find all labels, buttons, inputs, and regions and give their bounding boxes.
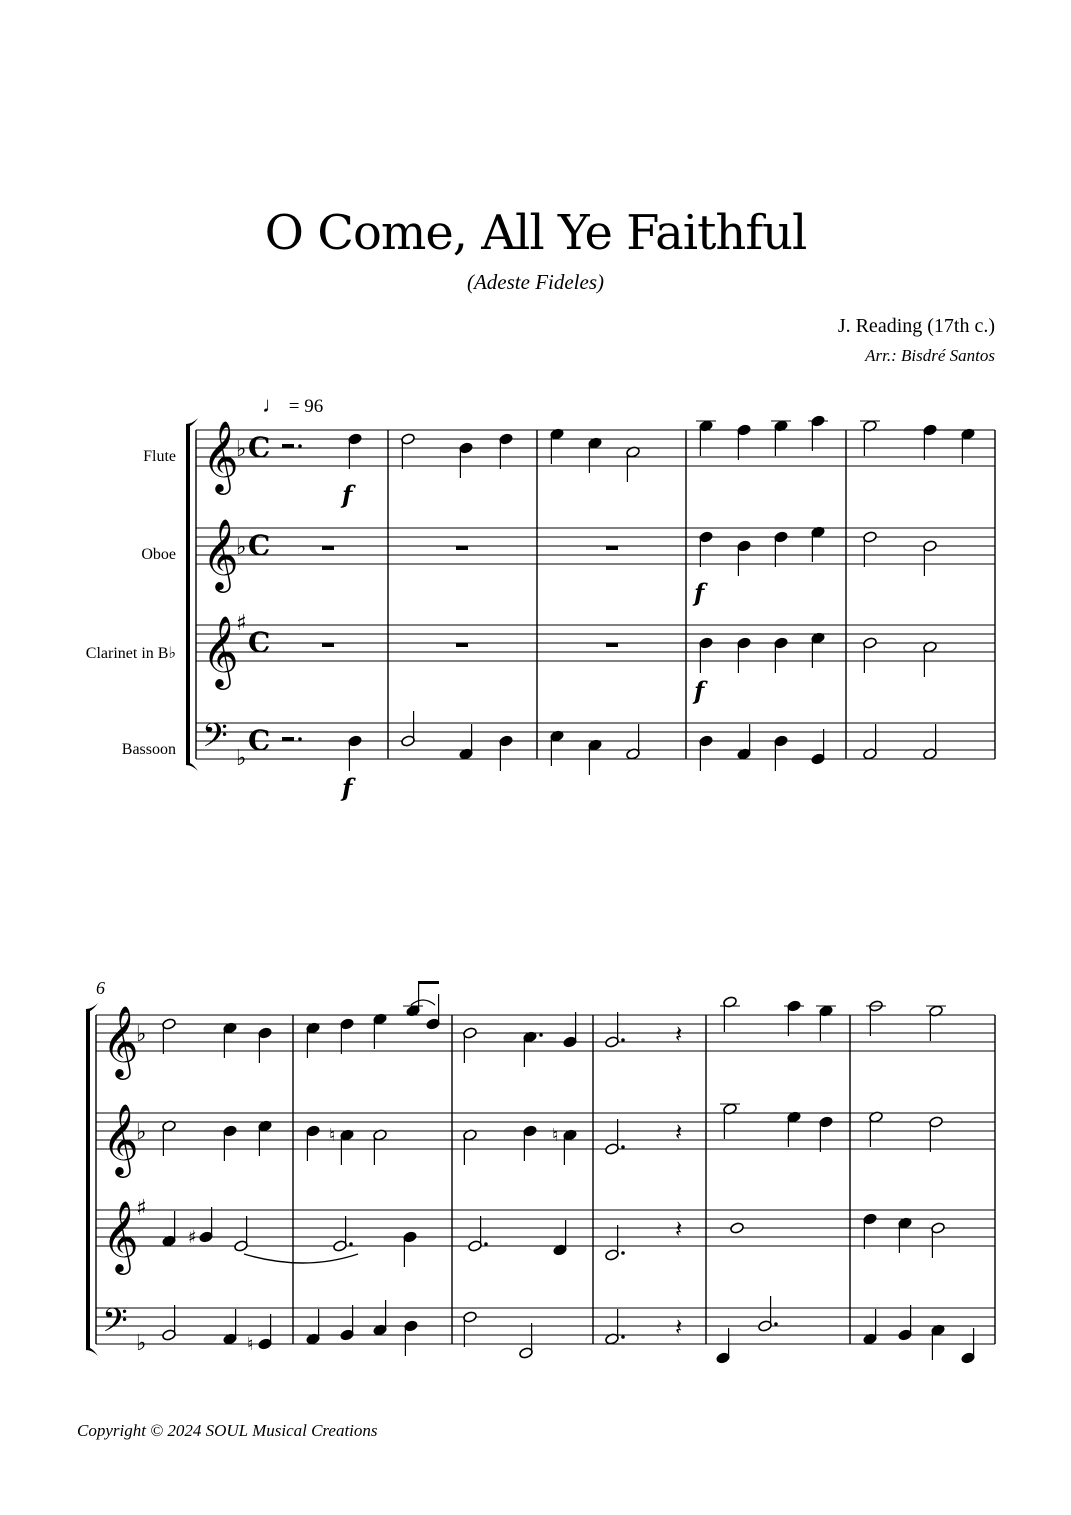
note	[306, 1022, 321, 1058]
note	[550, 428, 565, 464]
accidental-icon: ♯	[188, 1227, 197, 1248]
note	[605, 1012, 625, 1048]
treble-clef-icon: 𝄞	[202, 517, 239, 590]
note	[787, 1111, 802, 1147]
note	[774, 637, 789, 673]
instrument-label-oboe: Oboe	[141, 546, 176, 563]
note	[403, 981, 423, 1017]
accidental-icon: ♮	[329, 1125, 336, 1146]
score-subtitle: (Adeste Fideles)	[466, 270, 605, 294]
note	[863, 1309, 878, 1345]
whole-rest	[456, 546, 468, 550]
note	[737, 540, 752, 576]
common-time-icon: C	[248, 431, 271, 464]
quarter-rest-icon: 𝄽	[675, 1313, 683, 1341]
note	[811, 526, 826, 562]
note	[961, 428, 976, 464]
note	[519, 1323, 534, 1359]
note	[699, 531, 714, 567]
note	[499, 433, 514, 469]
flat-icon: ♭	[236, 535, 247, 560]
note	[774, 735, 789, 771]
note	[401, 711, 416, 747]
notehead	[730, 1222, 745, 1234]
treble-clef-icon: 𝄞	[102, 1102, 139, 1175]
note	[373, 1300, 388, 1336]
half-rest	[282, 737, 294, 741]
tie	[244, 1254, 358, 1263]
quarter-rest-icon: 𝄽	[675, 1215, 683, 1243]
instrument-label-bassoon: Bassoon	[121, 741, 176, 758]
dot	[298, 737, 302, 741]
note	[863, 531, 878, 567]
note	[898, 1217, 913, 1253]
note	[605, 1309, 625, 1345]
common-time-icon: C	[248, 529, 271, 562]
whole-rest	[606, 546, 618, 550]
note	[720, 996, 740, 1032]
note	[931, 1324, 946, 1360]
arranger-credit: Arr.: Bisdré Santos	[865, 346, 995, 365]
note	[499, 735, 514, 771]
note	[223, 1022, 238, 1058]
note	[403, 1231, 418, 1267]
bracket-hook	[186, 418, 198, 426]
note	[523, 1031, 543, 1067]
note	[550, 730, 565, 766]
bracket	[86, 1009, 90, 1350]
note	[588, 437, 603, 473]
note	[737, 724, 752, 760]
note	[404, 1320, 419, 1356]
note	[923, 424, 938, 460]
measure-number: 6	[96, 978, 105, 998]
notes	[162, 415, 976, 1364]
dot	[621, 1335, 625, 1339]
tempo-value: = 96	[288, 396, 324, 417]
note	[961, 1328, 976, 1364]
note	[811, 729, 826, 765]
dot	[298, 444, 302, 448]
common-time-icon: C	[248, 626, 271, 659]
instrument-label-clarinet: Clarinet in B♭	[85, 645, 176, 662]
note	[730, 1222, 745, 1234]
note	[333, 1216, 353, 1252]
note	[306, 1125, 321, 1161]
dot	[349, 1242, 353, 1246]
note	[401, 433, 416, 469]
note	[588, 739, 603, 775]
note	[463, 1311, 478, 1347]
bracket	[186, 424, 190, 765]
copyright-notice: Copyright © 2024 SOUL Musical Creations	[77, 1421, 378, 1440]
dynamic-forte: f	[694, 676, 705, 705]
dynamic-forte: f	[342, 480, 353, 509]
note	[523, 1125, 538, 1161]
note	[234, 1216, 249, 1252]
note	[774, 531, 789, 567]
note	[898, 1305, 913, 1341]
note	[459, 442, 474, 478]
flat-icon: ♭	[236, 746, 247, 771]
note	[348, 735, 363, 771]
bracket-hook	[86, 1003, 98, 1011]
common-time-icon: C	[248, 724, 271, 757]
note	[699, 637, 714, 673]
note	[626, 724, 641, 760]
note	[866, 1000, 886, 1036]
note	[784, 1000, 804, 1036]
whole-rest	[322, 643, 334, 647]
sharp-icon: ♯	[236, 611, 247, 636]
note	[737, 637, 752, 673]
instrument-label-flute: Flute	[143, 448, 176, 465]
note	[926, 1005, 946, 1041]
composer-credit: J. Reading (17th c.)	[837, 315, 995, 337]
note	[720, 1103, 740, 1139]
note	[340, 1305, 355, 1341]
treble-clef-icon: 𝄞	[102, 1199, 139, 1272]
note	[373, 1013, 388, 1049]
note	[863, 637, 878, 673]
dot	[539, 1033, 543, 1037]
dot	[621, 1038, 625, 1042]
note	[459, 724, 474, 760]
note	[348, 433, 363, 469]
note	[860, 420, 880, 456]
dot	[621, 1251, 625, 1255]
bracket-hook	[186, 763, 198, 771]
note	[162, 1305, 177, 1341]
note	[468, 1216, 488, 1252]
note	[737, 424, 752, 460]
sharp-icon: ♯	[136, 1196, 147, 1221]
note	[463, 1129, 478, 1165]
note	[771, 420, 791, 456]
note	[605, 1225, 625, 1261]
note	[696, 420, 716, 456]
bass-clef-icon: 𝄢	[102, 1302, 128, 1348]
note	[819, 1116, 834, 1152]
bracket-hook	[86, 1348, 98, 1356]
slur	[411, 1000, 435, 1005]
flat-icon: ♭	[136, 1120, 147, 1145]
accidental-icon: ♮	[552, 1125, 559, 1146]
dot	[484, 1242, 488, 1246]
note	[626, 446, 641, 482]
dot	[774, 1322, 778, 1326]
note	[162, 1018, 177, 1054]
note	[373, 1129, 388, 1165]
note	[808, 415, 828, 451]
note	[863, 1213, 878, 1249]
note	[162, 1211, 177, 1247]
note	[162, 1120, 177, 1156]
treble-clef-icon: 𝄞	[102, 1004, 139, 1077]
note	[463, 1027, 478, 1063]
note	[758, 1296, 778, 1332]
note	[553, 1220, 568, 1256]
dynamic-forte: f	[694, 578, 705, 607]
flat-icon: ♭	[236, 437, 247, 462]
note	[426, 994, 441, 1030]
note	[716, 1328, 731, 1364]
note	[869, 1111, 884, 1147]
flat-icon: ♭	[136, 1331, 147, 1356]
dynamic-forte: f	[342, 773, 353, 802]
note	[929, 1116, 944, 1152]
note	[923, 641, 938, 677]
score-title: O Come, All Ye Faithful	[264, 205, 807, 261]
note	[258, 1120, 273, 1156]
accidental-icon: ♮	[247, 1334, 254, 1355]
note	[223, 1125, 238, 1161]
quarter-note-icon: ♩	[262, 392, 284, 417]
half-rest	[282, 444, 294, 448]
note	[816, 1005, 836, 1041]
note	[931, 1222, 946, 1258]
whole-rest	[456, 643, 468, 647]
note	[306, 1309, 321, 1345]
bass-clef-icon: 𝄢	[202, 717, 228, 763]
note	[923, 540, 938, 576]
quarter-rest-icon: 𝄽	[675, 1118, 683, 1146]
treble-clef-icon: 𝄞	[202, 614, 239, 687]
note	[258, 1027, 273, 1063]
note	[923, 724, 938, 760]
note	[699, 735, 714, 771]
beam	[418, 981, 439, 984]
note	[340, 1018, 355, 1054]
note	[563, 1012, 578, 1048]
flat-icon: ♭	[136, 1022, 147, 1047]
dot	[621, 1145, 625, 1149]
whole-rest	[322, 546, 334, 550]
note	[863, 724, 878, 760]
whole-rest	[606, 643, 618, 647]
treble-clef-icon: 𝄞	[202, 419, 239, 492]
quarter-rest-icon: 𝄽	[675, 1020, 683, 1048]
note	[605, 1119, 625, 1155]
note	[223, 1309, 238, 1345]
note	[811, 632, 826, 668]
